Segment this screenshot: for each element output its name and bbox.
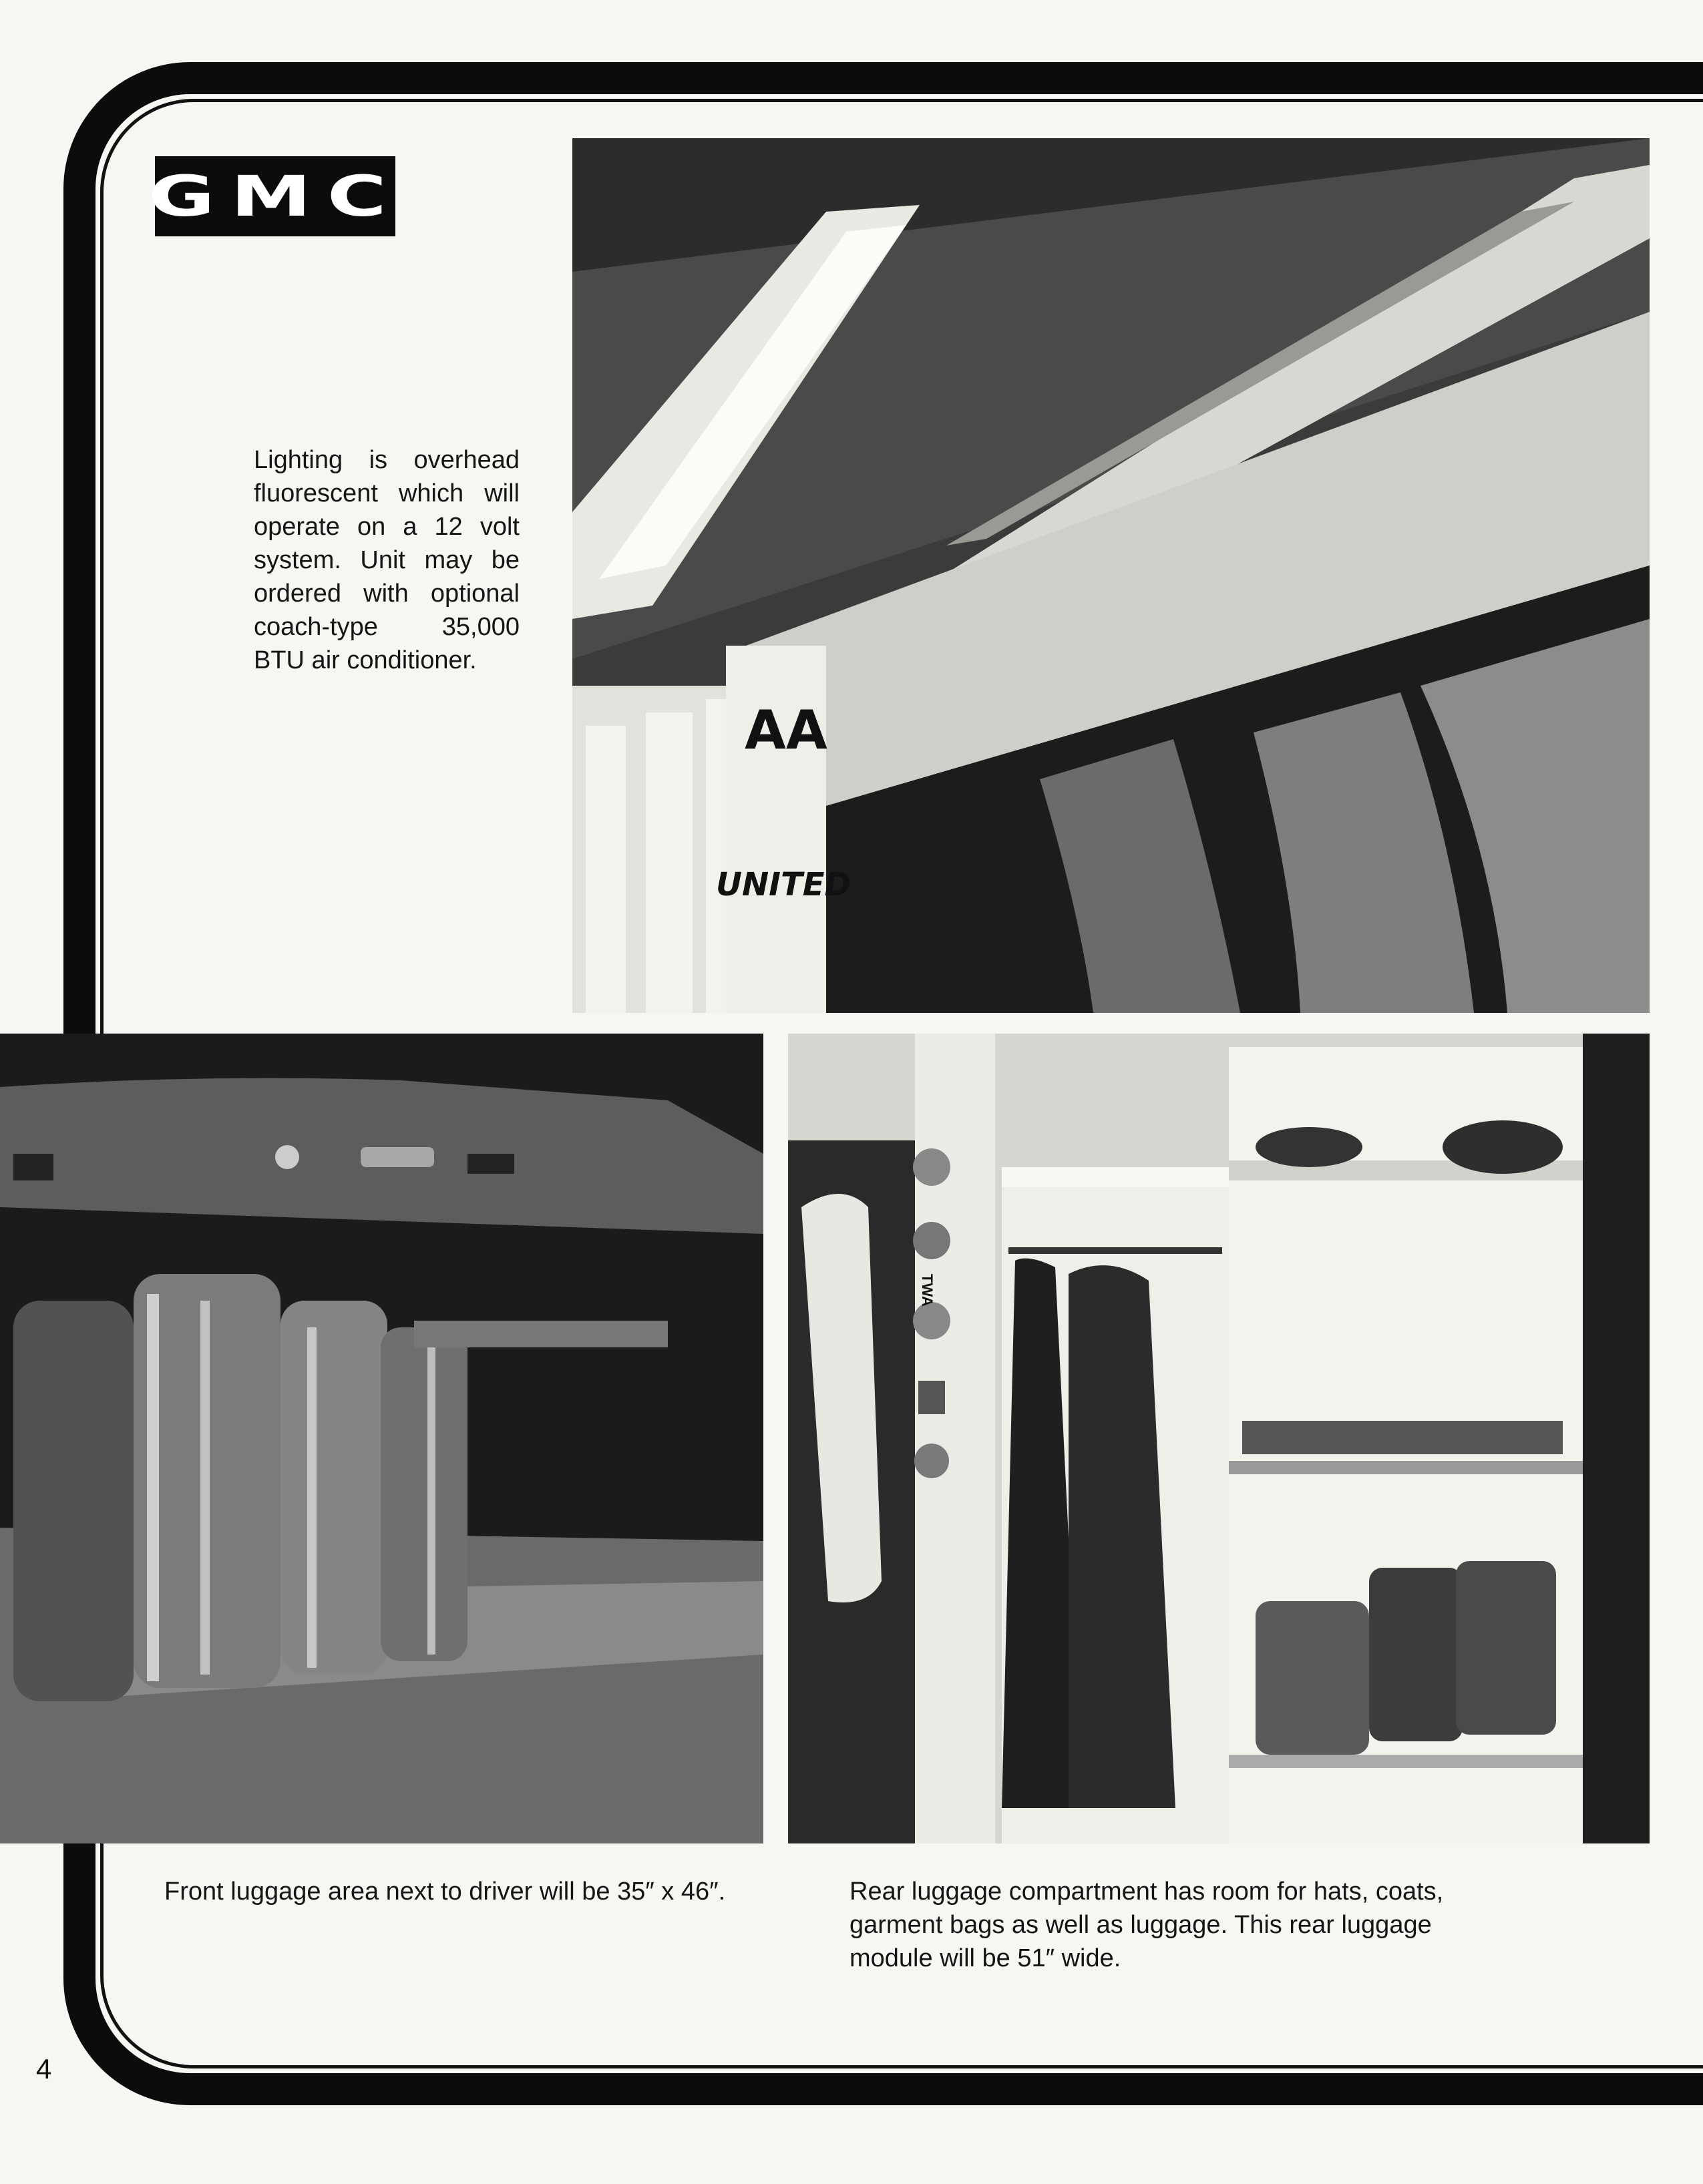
- caption-lighting: Lighting is overhead fluorescent which will operate on a 12 volt system. Unit may be ordered with optional coach-type 35,000 BTU air conditioner.: [254, 446, 520, 674]
- logo-text: GMC: [148, 164, 403, 229]
- caption-rear-luggage: Rear luggage compartment has room for hats, coats, garment bags as well as luggage. This rear luggage module will be 51″ wide.: [849, 1878, 1444, 1972]
- page-number: 4: [36, 2053, 52, 2085]
- gmc-logo: [148, 156, 403, 236]
- photo-rear-luggage: [788, 1034, 1650, 1843]
- photo-overhead-lighting: [572, 138, 1650, 1013]
- airline-decal-united: UNITED: [716, 866, 852, 903]
- caption-front-luggage: Front luggage area next to driver will be 35″ x 46″.: [164, 1878, 726, 1906]
- airline-decal-aa: AA: [745, 699, 827, 761]
- airline-decal-twa: TWA: [919, 1274, 936, 1307]
- photo-front-luggage: [0, 1034, 763, 1843]
